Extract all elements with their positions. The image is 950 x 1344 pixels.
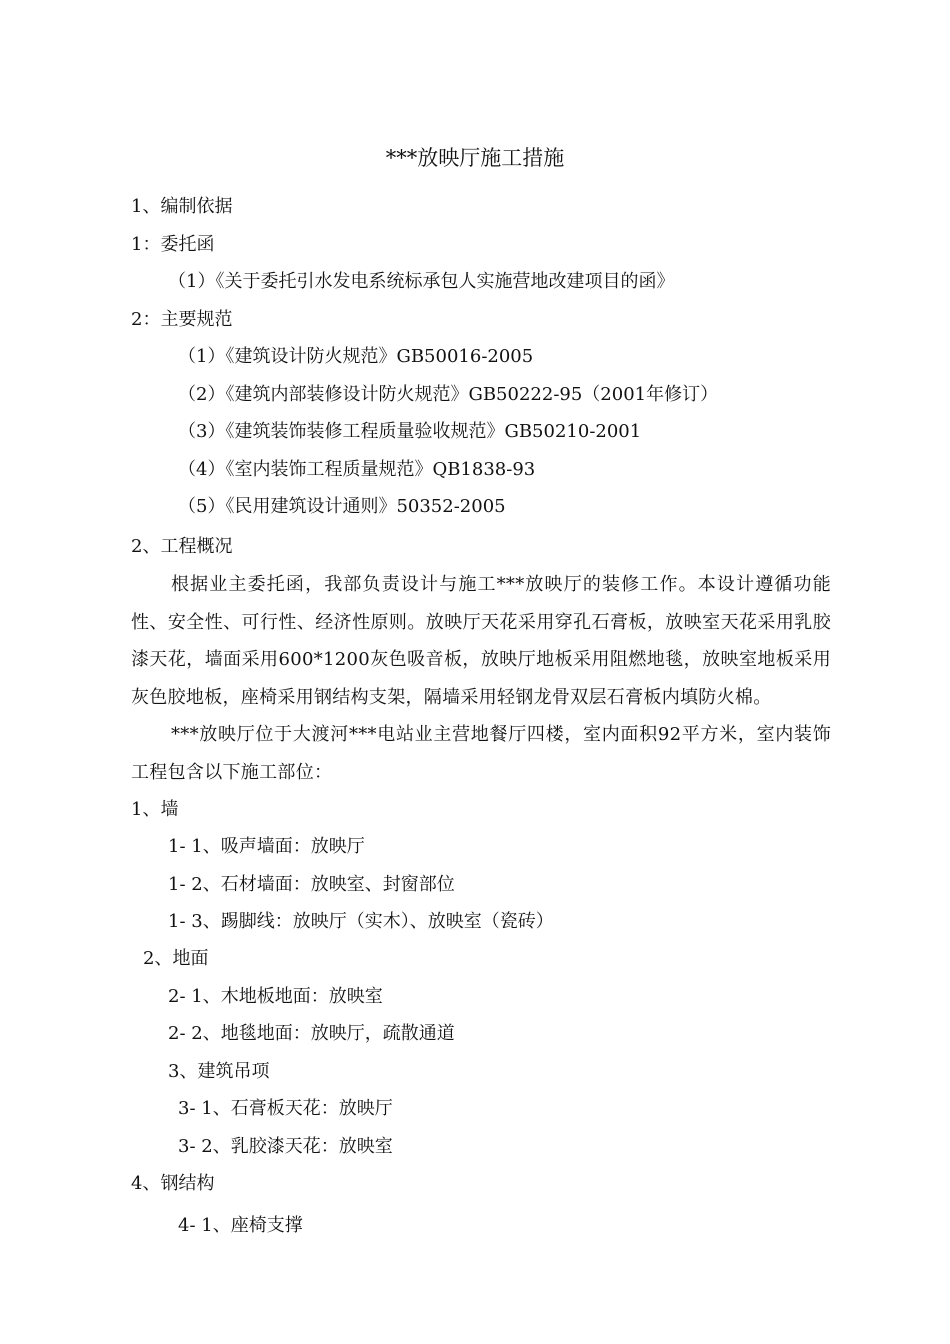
overview-paragraph-2: ***放映厅位于大渡河***电站业主营地餐厅四楼，室内面积92平方米，室内装饰工程包含以下施工部位：	[131, 724, 831, 783]
list-item: （2）《建筑内部装修设计防火规范》GB50222-95（2001年修订）	[178, 384, 719, 405]
list-item: 1- 2、石材墙面：放映室、封窗部位	[168, 874, 455, 895]
list-item: 4- 1、座椅支撑	[178, 1215, 303, 1236]
part-heading-ceiling: 3、建筑吊项	[168, 1061, 270, 1082]
section-heading-basis: 1、编制依据	[131, 196, 233, 217]
overview-paragraph-1: 根据业主委托函，我部负责设计与施工***放映厅的装修工作。本设计遵循功能性、安全性、可行性、经济性原则。放映厅天花采用穿孔石膏板，放映室天花采用乳胶漆天花，墙面采用600*1200灰色吸音板，放映厅地板采用阻燃地毯，放映室地板采用灰色胶地板，座椅采用钢结构支架，隔墙采用轻钢龙骨双层石膏板内填防火棉。	[131, 574, 831, 708]
subheading-entrust-letter: 1：委托函	[131, 234, 215, 255]
list-item: （3）《建筑装饰装修工程质量验收规范》GB50210-2001	[178, 421, 642, 442]
list-item: 1- 3、踢脚线：放映厅（实木）、放映室（瓷砖）	[168, 911, 554, 932]
part-heading-floor: 2、地面	[143, 948, 209, 969]
list-item: （1）《关于委托引水发电系统标承包人实施营地改建项目的函》	[168, 271, 675, 292]
list-item: 2- 2、地毯地面：放映厅，疏散通道	[168, 1023, 455, 1044]
list-item: 2- 1、木地板地面：放映室	[168, 986, 383, 1007]
list-item: （4）《室内装饰工程质量规范》QB1838-93	[178, 459, 536, 480]
document-title: ***放映厅施工措施	[385, 146, 565, 170]
list-item: （5）《民用建筑设计通则》50352-2005	[178, 496, 506, 517]
subheading-main-codes: 2：主要规范	[131, 309, 233, 330]
list-item: 1- 1、吸声墙面：放映厅	[168, 836, 365, 857]
part-heading-wall: 1、墙	[131, 799, 179, 820]
list-item: 3- 2、乳胶漆天花：放映室	[178, 1136, 393, 1157]
list-item: 3- 1、石膏板天花：放映厅	[178, 1098, 393, 1119]
part-heading-steel: 4、钢结构	[131, 1173, 215, 1194]
section-heading-overview: 2、工程概况	[131, 536, 233, 557]
list-item: （1）《建筑设计防火规范》GB50016-2005	[178, 346, 534, 367]
